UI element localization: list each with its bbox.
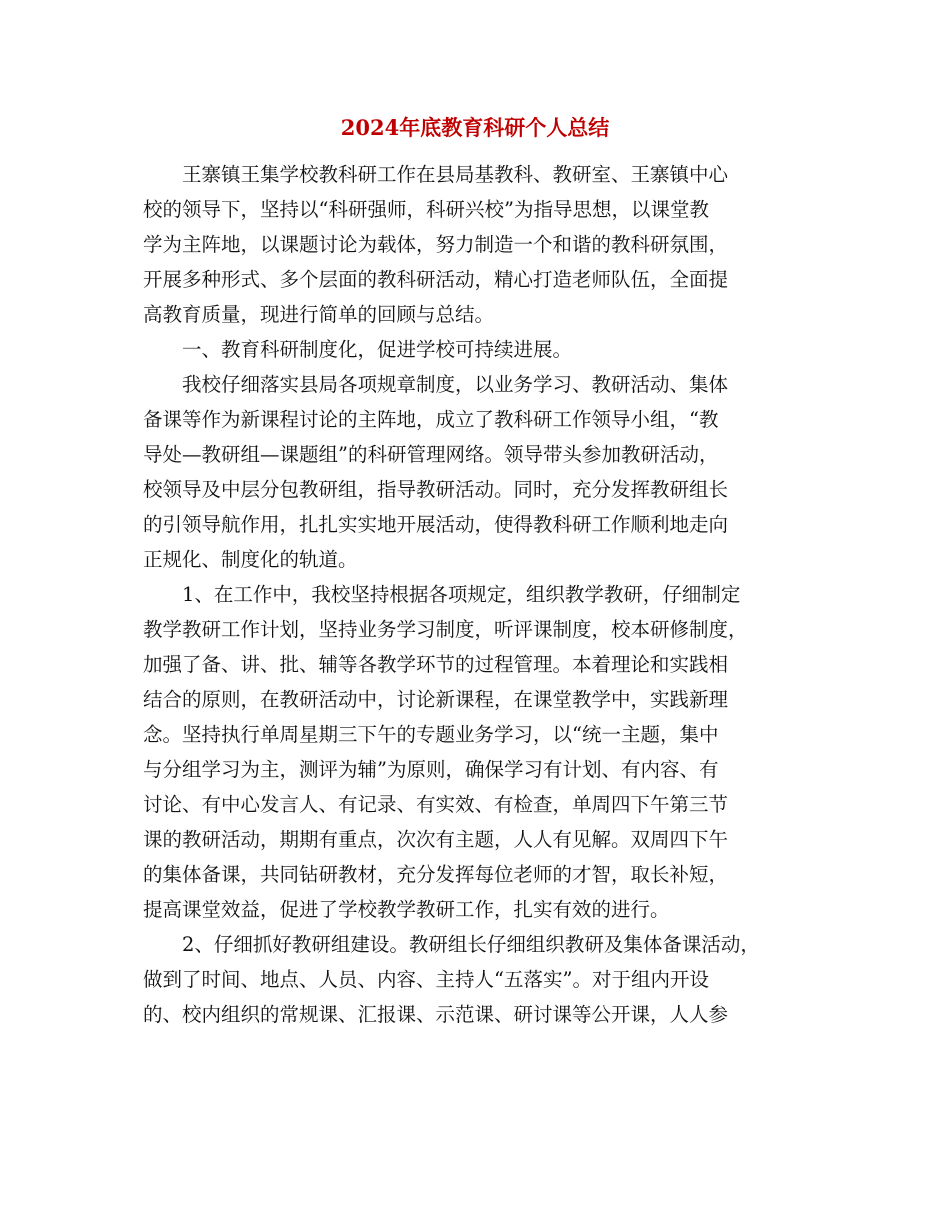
text-line: 与分组学习为主，测评为辅”为原则，确保学习有计划、有内容、有 bbox=[143, 758, 719, 781]
text-line: 的引领导航作用，扎扎实实地开展活动，使得教科研工作顺利地走向 bbox=[143, 513, 729, 536]
document-body bbox=[143, 157, 823, 1032]
text-line: 备课等作为新课程讨论的主阵地，成立了教科研工作领导小组，“教 bbox=[143, 408, 719, 431]
text-line: 高教育质量，现进行简单的回顾与总结。 bbox=[143, 303, 495, 326]
text-line: 课的教研活动，期期有重点，次次有主题，人人有见解。双周四下午 bbox=[143, 828, 729, 851]
text-line: 一、教育科研制度化，促进学校可持续进展。 bbox=[182, 338, 573, 361]
text-line: 王寨镇王集学校教科研工作在县局基教科、教研室、王寨镇中心 bbox=[182, 163, 729, 186]
text-line: 校领导及中层分包教研组，指导教研活动。同时，充分发挥教研组长 bbox=[143, 478, 729, 501]
text-line: 念。坚持执行单周星期三下午的专题业务学习，以“统一主题，集中 bbox=[143, 723, 719, 746]
text-line: 学为主阵地，以课题讨论为载体，努力制造一个和谐的教科研氛围， bbox=[143, 233, 729, 256]
text-line: 教学教研工作计划，坚持业务学习制度，听评课制度，校本研修制度， bbox=[143, 618, 748, 641]
text-line: 做到了时间、地点、人员、内容、主持人“五落实”。对于组内开设 bbox=[143, 968, 709, 991]
text-line: 提高课堂效益，促进了学校教学教研工作，扎实有效的进行。 bbox=[143, 898, 670, 921]
document-title: 2024年底教育科研个人总结 bbox=[340, 115, 610, 140]
text-line: 我校仔细落实县局各项规章制度，以业务学习、教研活动、集体 bbox=[182, 373, 729, 396]
text-line: 的、校内组织的常规课、汇报课、示范课、研讨课等公开课，人人参 bbox=[143, 1003, 729, 1026]
text-line: 1、在工作中，我校坚持根据各项规定，组织教学教研，仔细制定 bbox=[182, 583, 741, 606]
text-line: 校的领导下，坚持以“科研强师，科研兴校”为指导思想，以课堂教 bbox=[143, 198, 709, 221]
text-line: 导处—教研组—课题组”的科研管理网络。领导带头参加教研活动， bbox=[143, 443, 719, 466]
text-line: 的集体备课，共同钻研教材，充分发挥每位老师的才智，取长补短， bbox=[143, 863, 729, 886]
text-line: 讨论、有中心发言人、有记录、有实效、有检查，单周四下午第三节 bbox=[143, 793, 729, 816]
text-line: 加强了备、讲、批、辅等各教学环节的过程管理。本着理论和实践相 bbox=[143, 653, 729, 676]
text-line: 正规化、制度化的轨道。 bbox=[143, 548, 358, 571]
text-line: 2、仔细抓好教研组建设。教研组长仔细组织教研及集体备课活动， bbox=[182, 933, 760, 956]
text-line: 结合的原则，在教研活动中，讨论新课程，在课堂教学中，实践新理 bbox=[143, 688, 729, 711]
text-line: 开展多种形式、多个层面的教科研活动，精心打造老师队伍，全面提 bbox=[143, 268, 729, 291]
